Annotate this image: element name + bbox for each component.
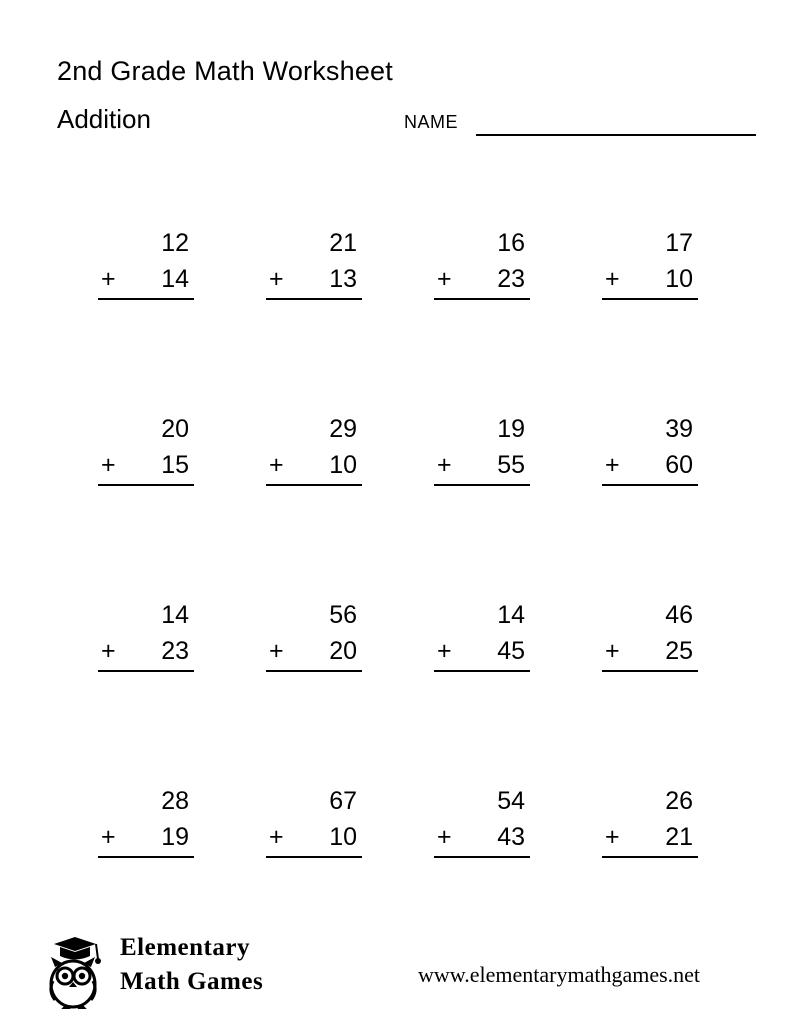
operator-plus: + <box>269 637 284 665</box>
subject-title: Addition <box>57 104 151 134</box>
problem-cell <box>393 205 561 391</box>
addend-bottom-row <box>434 259 530 300</box>
name-field-block <box>404 112 756 142</box>
operator-plus: + <box>437 265 452 293</box>
problem-cell <box>57 577 225 763</box>
addend-bottom-row <box>266 445 362 486</box>
addend-bottom-row <box>602 259 698 300</box>
name-label: NAME <box>404 112 459 132</box>
problem-cell <box>393 391 561 577</box>
addition-problem <box>266 785 362 858</box>
addend-bottom-row <box>434 445 530 486</box>
problem-cell <box>57 205 225 391</box>
addition-problem <box>98 599 194 672</box>
operator-plus: + <box>437 637 452 665</box>
addend-bottom: 13 <box>329 265 357 293</box>
addend-bottom: 25 <box>665 637 693 665</box>
addend-bottom: 10 <box>329 451 357 479</box>
addition-problem <box>434 599 530 672</box>
addend-bottom: 19 <box>161 823 189 851</box>
operator-plus: + <box>101 823 116 851</box>
operator-plus: + <box>437 823 452 851</box>
operator-plus: + <box>605 451 620 479</box>
addend-top: 19 <box>497 415 525 443</box>
logo-line-2: Math Games <box>120 968 264 995</box>
addition-problem <box>98 413 194 486</box>
operator-plus: + <box>269 265 284 293</box>
problem-row <box>57 205 747 391</box>
addend-top: 46 <box>665 601 693 629</box>
addend-bottom-row <box>98 259 194 300</box>
addend-bottom-row <box>434 631 530 672</box>
problem-cell <box>561 577 729 763</box>
website-url[interactable]: www.elementarymathgames.net <box>418 962 701 987</box>
addition-problem <box>434 227 530 300</box>
operator-plus: + <box>101 637 116 665</box>
addend-top: 12 <box>161 229 189 257</box>
addend-bottom: 23 <box>161 637 189 665</box>
addend-top: 39 <box>665 415 693 443</box>
addend-bottom: 21 <box>665 823 693 851</box>
addend-bottom: 60 <box>665 451 693 479</box>
addend-bottom-row <box>434 817 530 858</box>
problem-cell <box>57 763 225 949</box>
operator-plus: + <box>101 265 116 293</box>
problem-cell <box>393 763 561 949</box>
addend-bottom-row <box>98 817 194 858</box>
addend-bottom-row <box>98 631 194 672</box>
problem-cell <box>225 205 393 391</box>
addend-bottom-row <box>602 817 698 858</box>
problem-row <box>57 763 747 949</box>
operator-plus: + <box>605 637 620 665</box>
addition-problem <box>98 785 194 858</box>
addend-bottom: 45 <box>497 637 525 665</box>
operator-plus: + <box>605 823 620 851</box>
addend-bottom: 15 <box>161 451 189 479</box>
site-logo[interactable] <box>40 925 300 1015</box>
addend-top: 67 <box>329 787 357 815</box>
addend-top: 20 <box>161 415 189 443</box>
problem-grid <box>57 205 747 949</box>
operator-plus: + <box>269 823 284 851</box>
addend-top: 14 <box>161 601 189 629</box>
addition-problem <box>602 413 698 486</box>
addition-problem <box>602 785 698 858</box>
addend-top: 26 <box>665 787 693 815</box>
addend-bottom-row <box>266 259 362 300</box>
logo-line-1: Elementary <box>120 934 250 961</box>
addition-problem <box>602 599 698 672</box>
addition-problem <box>434 785 530 858</box>
addend-bottom: 20 <box>329 637 357 665</box>
addend-bottom-row <box>98 445 194 486</box>
addend-bottom: 10 <box>665 265 693 293</box>
operator-plus: + <box>269 451 284 479</box>
problem-cell <box>225 763 393 949</box>
problem-cell <box>225 577 393 763</box>
addend-top: 21 <box>329 229 357 257</box>
addend-top: 17 <box>665 229 693 257</box>
addend-top: 14 <box>497 601 525 629</box>
addend-bottom-row <box>266 817 362 858</box>
addend-bottom-row <box>602 631 698 672</box>
problem-cell <box>393 577 561 763</box>
addend-top: 29 <box>329 415 357 443</box>
addend-bottom: 14 <box>161 265 189 293</box>
name-input-line[interactable] <box>476 134 756 136</box>
problem-cell <box>57 391 225 577</box>
addend-bottom-row <box>602 445 698 486</box>
addend-bottom: 43 <box>497 823 525 851</box>
problem-row <box>57 391 747 577</box>
problem-cell <box>225 391 393 577</box>
addend-bottom: 23 <box>497 265 525 293</box>
problem-cell <box>561 391 729 577</box>
addition-problem <box>602 227 698 300</box>
addend-top: 56 <box>329 601 357 629</box>
operator-plus: + <box>101 451 116 479</box>
addition-problem <box>434 413 530 486</box>
addend-bottom: 55 <box>497 451 525 479</box>
owl-graduate-icon <box>40 929 110 1009</box>
addition-problem <box>266 413 362 486</box>
problem-cell <box>561 205 729 391</box>
addend-top: 28 <box>161 787 189 815</box>
operator-plus: + <box>437 451 452 479</box>
addition-problem <box>266 227 362 300</box>
addition-problem <box>266 599 362 672</box>
addend-top: 54 <box>497 787 525 815</box>
problem-cell <box>561 763 729 949</box>
problem-row <box>57 577 747 763</box>
addend-bottom-row <box>266 631 362 672</box>
operator-plus: + <box>605 265 620 293</box>
page-title: 2nd Grade Math Worksheet <box>57 56 393 87</box>
addition-problem <box>98 227 194 300</box>
addend-top: 16 <box>497 229 525 257</box>
addend-bottom: 10 <box>329 823 357 851</box>
